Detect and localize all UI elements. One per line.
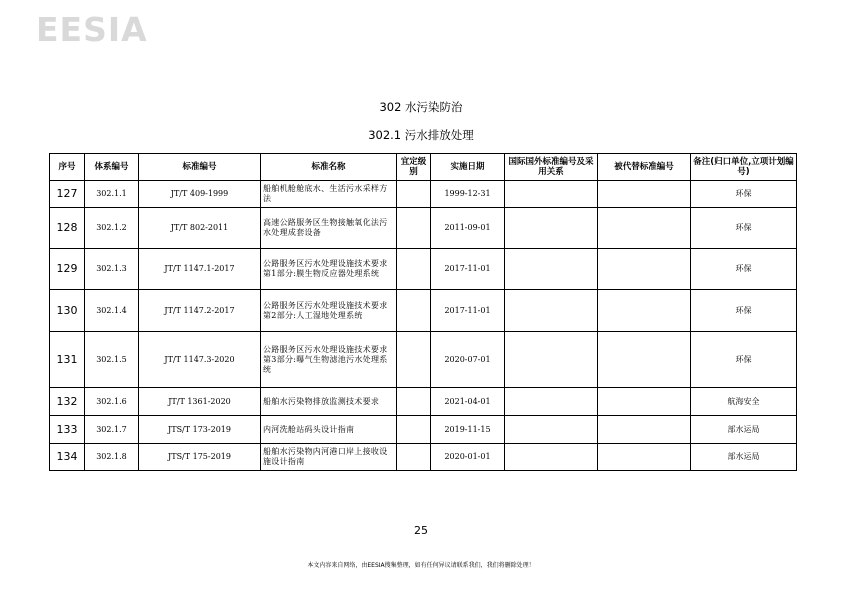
table-row — [50, 208, 797, 249]
cell-date: 2011-09-01 — [431, 208, 505, 249]
header-level: 宜定级别 — [397, 154, 431, 181]
cell-date: 1999-12-31 — [431, 181, 505, 208]
subsection-title: 302.1 污水排放处理 — [368, 128, 474, 142]
cell-date: 2020-07-01 — [431, 332, 505, 388]
cell-no: 130 — [50, 290, 85, 332]
cell-std: JT/T 1147.3-2020 — [139, 332, 261, 388]
cell-note: 环保 — [691, 181, 797, 208]
cell-replaced — [598, 388, 691, 416]
table-row — [50, 332, 797, 388]
cell-name: 船舶水污染物内河港口岸上接收设施设计指南 — [261, 444, 397, 471]
cell-no: 134 — [50, 444, 85, 471]
cell-no: 131 — [50, 332, 85, 388]
cell-level — [397, 208, 431, 249]
cell-no: 133 — [50, 416, 85, 444]
cell-sys: 302.1.7 — [85, 416, 139, 444]
cell-name: 公路服务区污水处理设施技术要求 第1部分:膜生物反应器处理系统 — [261, 249, 397, 290]
cell-intl — [505, 208, 598, 249]
table-header-row — [50, 154, 797, 181]
cell-note: 部水运局 — [691, 416, 797, 444]
cell-intl — [505, 181, 598, 208]
section-title: 302 水污染防治 — [379, 100, 463, 114]
cell-name: 船舶机舱舱底水、生活污水采样方法 — [261, 181, 397, 208]
table-row — [50, 290, 797, 332]
header-system-code: 体系编号 — [85, 154, 139, 181]
table-row — [50, 388, 797, 416]
table-row — [50, 181, 797, 208]
cell-level — [397, 249, 431, 290]
cell-date: 2017-11-01 — [431, 290, 505, 332]
table-row — [50, 444, 797, 471]
header-replaced: 被代替标准编号 — [598, 154, 691, 181]
cell-std: JT/T 802-2011 — [139, 208, 261, 249]
cell-sys: 302.1.6 — [85, 388, 139, 416]
cell-level — [397, 416, 431, 444]
eesia-logo: EESIA — [36, 10, 148, 49]
cell-note: 航海安全 — [691, 388, 797, 416]
cell-note: 环保 — [691, 208, 797, 249]
header-no: 序号 — [50, 154, 85, 181]
standards-table — [49, 153, 797, 471]
cell-name: 内河洗舱站码头设计指南 — [261, 416, 397, 444]
cell-note: 部水运局 — [691, 444, 797, 471]
cell-std: JTS/T 175-2019 — [139, 444, 261, 471]
cell-replaced — [598, 444, 691, 471]
cell-std: JT/T 1147.1-2017 — [139, 249, 261, 290]
cell-sys: 302.1.2 — [85, 208, 139, 249]
cell-note: 环保 — [691, 249, 797, 290]
cell-level — [397, 332, 431, 388]
table-row — [50, 416, 797, 444]
cell-intl — [505, 416, 598, 444]
cell-intl — [505, 332, 598, 388]
cell-replaced — [598, 208, 691, 249]
cell-replaced — [598, 290, 691, 332]
footer-disclaimer: 本文内容来自网络，由EESIA搜集整理，如有任何异议请联系我们，我们将删除处理！ — [307, 562, 535, 569]
cell-no: 129 — [50, 249, 85, 290]
header-note: 备注(归口单位,立项计划编号) — [691, 154, 797, 181]
header-intl: 国际国外标准编号及采用关系 — [505, 154, 598, 181]
cell-intl — [505, 388, 598, 416]
cell-date: 2019-11-15 — [431, 416, 505, 444]
cell-intl — [505, 249, 598, 290]
table-row — [50, 249, 797, 290]
cell-replaced — [598, 416, 691, 444]
cell-no: 132 — [50, 388, 85, 416]
cell-name: 高速公路服务区生物接触氧化法污水处理成套设备 — [261, 208, 397, 249]
cell-level — [397, 290, 431, 332]
cell-no: 128 — [50, 208, 85, 249]
header-date: 实施日期 — [431, 154, 505, 181]
cell-replaced — [598, 181, 691, 208]
cell-date: 2020-01-01 — [431, 444, 505, 471]
cell-level — [397, 181, 431, 208]
cell-name: 公路服务区污水处理设施技术要求 第3部分:曝气生物滤池污水处理系统 — [261, 332, 397, 388]
cell-date: 2021-04-01 — [431, 388, 505, 416]
cell-level — [397, 444, 431, 471]
cell-std: JT/T 1147.2-2017 — [139, 290, 261, 332]
cell-no: 127 — [50, 181, 85, 208]
cell-sys: 302.1.5 — [85, 332, 139, 388]
cell-sys: 302.1.3 — [85, 249, 139, 290]
cell-name: 公路服务区污水处理设施技术要求 第2部分:人工湿地处理系统 — [261, 290, 397, 332]
cell-level — [397, 388, 431, 416]
cell-date: 2017-11-01 — [431, 249, 505, 290]
cell-std: JT/T 1361-2020 — [139, 388, 261, 416]
cell-std: JTS/T 173-2019 — [139, 416, 261, 444]
cell-note: 环保 — [691, 290, 797, 332]
header-standard-name: 标准名称 — [261, 154, 397, 181]
cell-replaced — [598, 332, 691, 388]
cell-sys: 302.1.4 — [85, 290, 139, 332]
cell-note: 环保 — [691, 332, 797, 388]
cell-sys: 302.1.8 — [85, 444, 139, 471]
cell-replaced — [598, 249, 691, 290]
cell-intl — [505, 444, 598, 471]
header-standard-code: 标准编号 — [139, 154, 261, 181]
cell-sys: 302.1.1 — [85, 181, 139, 208]
cell-std: JT/T 409-1999 — [139, 181, 261, 208]
cell-intl — [505, 290, 598, 332]
cell-name: 船舶水污染物排放监测技术要求 — [261, 388, 397, 416]
page-number: 25 — [414, 524, 428, 537]
